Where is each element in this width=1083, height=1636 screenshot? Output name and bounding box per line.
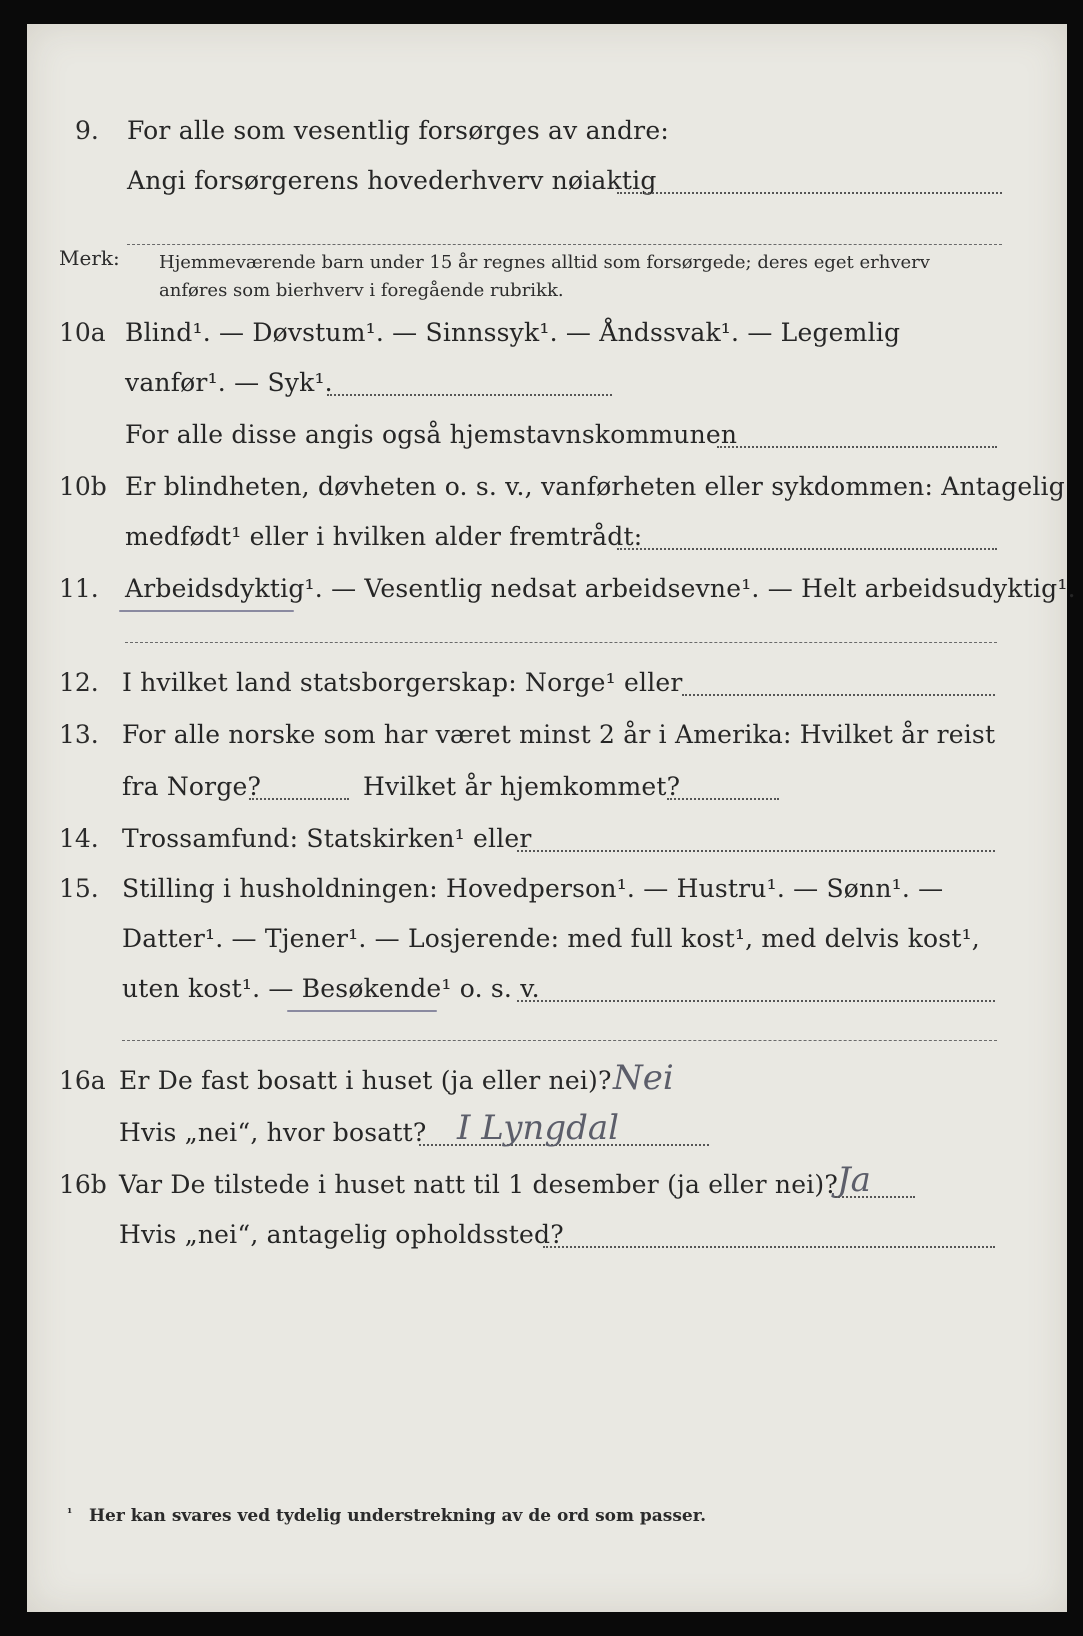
question-text: For alle disse angis også hjemstavnskommunen (125, 420, 738, 449)
question-10b (27, 468, 1067, 512)
question-16a-line2 (27, 1108, 1067, 1158)
question-text: medfødt¹ eller i hvilken alder fremtrådt: (125, 522, 643, 551)
answer-field[interactable] (617, 192, 1002, 194)
question-12 (27, 664, 1067, 708)
answer-field[interactable] (517, 850, 995, 852)
footnote-text: Her kan svares ved tydelig understrekning av de ord som passer. (89, 1506, 707, 1526)
question-text: For alle som vesentlig forsørges av andre: (127, 116, 669, 145)
answer-field[interactable] (125, 642, 997, 643)
question-text: Stilling i husholdningen: Hovedperson¹. — Hustru¹. — Sønn¹. — (122, 874, 944, 903)
question-number: 13. (59, 720, 99, 749)
answer-field[interactable] (127, 244, 1002, 245)
answer-field[interactable] (249, 798, 349, 800)
question-text: Var De tilstede i huset natt til 1 desember (ja eller nei)? (119, 1170, 838, 1199)
question-15-line2 (27, 920, 1067, 964)
answer-field[interactable] (717, 446, 997, 448)
question-text: Hvilket år hjemkommet? (363, 772, 681, 801)
question-number: 15. (59, 874, 99, 903)
question-number: 10a (59, 318, 106, 347)
question-number: 9. (75, 116, 99, 145)
answer-field[interactable] (122, 1040, 997, 1041)
question-15 (27, 870, 1067, 914)
question-number: 12. (59, 668, 99, 697)
question-text: Er blindheten, døvheten o. s. v., vanførheten eller sykdommen: Antagelig (125, 472, 1065, 501)
question-15-line3 (27, 970, 1067, 1014)
question-16b-line2 (27, 1216, 1067, 1260)
question-text: uten kost¹. — Besøkende¹ o. s. v. (122, 974, 540, 1003)
question-10b-line2 (27, 518, 1067, 562)
question-13-line2 (27, 768, 1067, 812)
question-text: Hvis „nei“, hvor bosatt? (119, 1118, 427, 1147)
question-10a-line3 (27, 416, 1067, 460)
question-number: 14. (59, 824, 99, 853)
note-text: Hjemmeværende barn under 15 år regnes alltid som forsørgede; deres eget erhverv (159, 252, 930, 273)
question-text: Hvis „nei“, antagelig opholdssted? (119, 1220, 564, 1249)
question-text: vanfør¹. — Syk¹. (125, 368, 333, 397)
answer-field[interactable] (667, 798, 779, 800)
question-14 (27, 820, 1067, 864)
census-form-page (27, 24, 1076, 1612)
question-10a-line2 (27, 364, 1067, 408)
question-text: Arbeidsdyktig¹. — Vesentlig nedsat arbeidsevne¹. — Helt arbeidsudyktig¹. (125, 574, 1076, 603)
answer-field[interactable] (617, 548, 997, 550)
question-13 (27, 716, 1067, 760)
question-10a (27, 314, 1067, 358)
question-text: I hvilket land statsborgerskap: Norge¹ eller (122, 668, 683, 697)
handwritten-answer: I Lyngdal (457, 1108, 619, 1148)
note-label: Merk: (59, 246, 120, 270)
question-9 (27, 112, 1067, 156)
question-number: 10b (59, 472, 107, 501)
question-16a (27, 1058, 1067, 1106)
handwritten-underline (119, 610, 294, 612)
answer-field[interactable] (682, 694, 995, 696)
handwritten-answer: Nei (613, 1058, 674, 1098)
question-9-line2 (27, 162, 1067, 206)
handwritten-answer: Ja (837, 1160, 871, 1200)
answer-field[interactable] (517, 1000, 995, 1002)
question-text: Datter¹. — Tjener¹. — Losjerende: med full kost¹, med delvis kost¹, (122, 924, 980, 953)
note-text: anføres som bierhverv i foregående rubrikk. (159, 280, 564, 301)
handwritten-underline (287, 1010, 437, 1012)
question-number: 16a (59, 1066, 106, 1095)
question-number: 11. (59, 574, 99, 603)
question-number: 16b (59, 1170, 107, 1199)
question-text: Er De fast bosatt i huset (ja eller nei)? (119, 1066, 612, 1095)
question-text: Blind¹. — Døvstum¹. — Sinnssyk¹. — Åndssvak¹. — Legemlig (125, 318, 901, 347)
answer-field[interactable] (835, 1196, 915, 1198)
question-text: fra Norge? (122, 772, 262, 801)
answer-field[interactable] (327, 394, 612, 396)
question-text: Trossamfund: Statskirken¹ eller (122, 824, 532, 853)
footnote-mark: ¹ (67, 1506, 73, 1520)
question-11 (27, 570, 1076, 614)
question-text: For alle norske som har været minst 2 år i Amerika: Hvilket år reist (122, 720, 996, 749)
answer-field[interactable] (543, 1246, 995, 1248)
question-16b (27, 1160, 1067, 1210)
question-text: Angi forsørgerens hovederhverv nøiaktig (127, 166, 657, 195)
